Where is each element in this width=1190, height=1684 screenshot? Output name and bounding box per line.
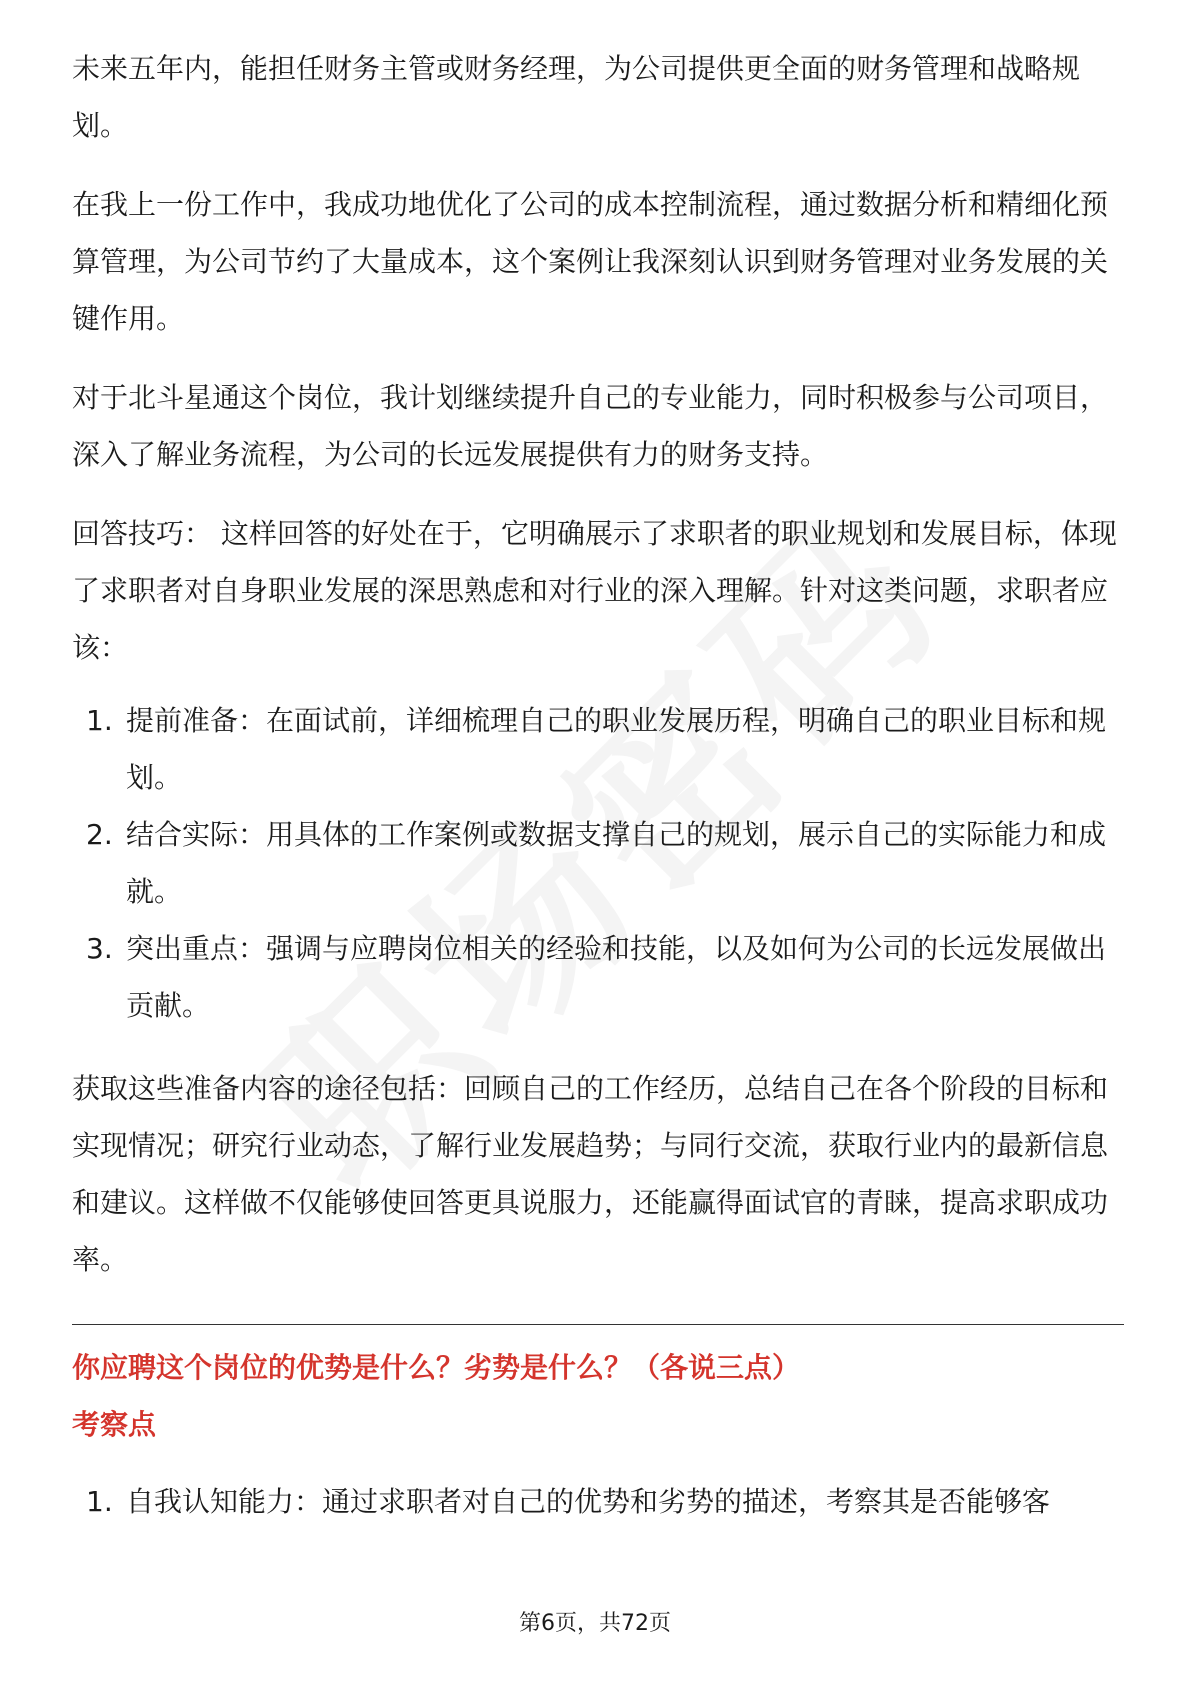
list-item-text: 自我认知能力：通过求职者对自己的优势和劣势的描述，考察其是否能够客 bbox=[126, 1485, 1051, 1518]
list-item-number: 2. bbox=[86, 818, 113, 851]
list-item-text: 突出重点：强调与应聘岗位相关的经验和技能，以及如何为公司的长远发展做出贡献。 bbox=[126, 932, 1107, 1022]
paragraph-plan: 对于北斗星通这个岗位，我计划继续提升自己的专业能力，同时积极参与公司项目，深入了解业务流程，为公司的长远发展提供有力的财务支持。 bbox=[72, 381, 1109, 471]
paragraph-preparation-sources: 获取这些准备内容的途径包括：回顾自己的工作经历，总结自己在各个阶段的目标和实现情况；研究行业动态，了解行业发展趋势；与同行交流，获取行业内的最新信息和建议。这样做不仅能够使回答更具说服力，还能赢得面试官的青睐，提高求职成功率。 bbox=[72, 1072, 1109, 1276]
paragraph-previous-job: 在我上一份工作中，我成功地优化了公司的成本控制流程，通过数据分析和精细化预算管理，为公司节约了大量成本，这个案例让我深刻认识到财务管理对业务发展的关键作用。 bbox=[72, 188, 1109, 335]
points-list bbox=[72, 1473, 1124, 1530]
list-item-text: 结合实际：用具体的工作案例或数据支撑自己的规划，展示自己的实际能力和成就。 bbox=[126, 818, 1107, 908]
tips-list bbox=[72, 692, 1124, 1034]
list-item-number: 1. bbox=[86, 704, 113, 737]
list-item-number: 3. bbox=[86, 932, 113, 965]
paragraph-career-goal: 未来五年内，能担任财务主管或财务经理，为公司提供更全面的财务管理和战略规划。 bbox=[72, 52, 1081, 142]
document-page bbox=[72, 40, 1124, 1530]
question-heading: 你应聘这个岗位的优势是什么？劣势是什么？（各说三点） bbox=[72, 1351, 801, 1384]
page-footer: 第6页，共72页 bbox=[519, 1611, 671, 1636]
paragraph-answer-tips: 回答技巧： 这样回答的好处在于，它明确展示了求职者的职业规划和发展目标，体现了求职者对自身职业发展的深思熟虑和对行业的深入理解。针对这类问题，求职者应该： bbox=[72, 517, 1117, 664]
section-divider bbox=[72, 1324, 1124, 1325]
section-label: 考察点 bbox=[72, 1408, 157, 1441]
list-item bbox=[72, 806, 1124, 920]
list-item bbox=[72, 1473, 1124, 1530]
list-item bbox=[72, 692, 1124, 806]
list-item-text: 提前准备：在面试前，详细梳理自己的职业发展历程，明确自己的职业目标和规划。 bbox=[126, 704, 1107, 794]
list-item bbox=[72, 920, 1124, 1034]
list-item-number: 1. bbox=[86, 1485, 113, 1518]
